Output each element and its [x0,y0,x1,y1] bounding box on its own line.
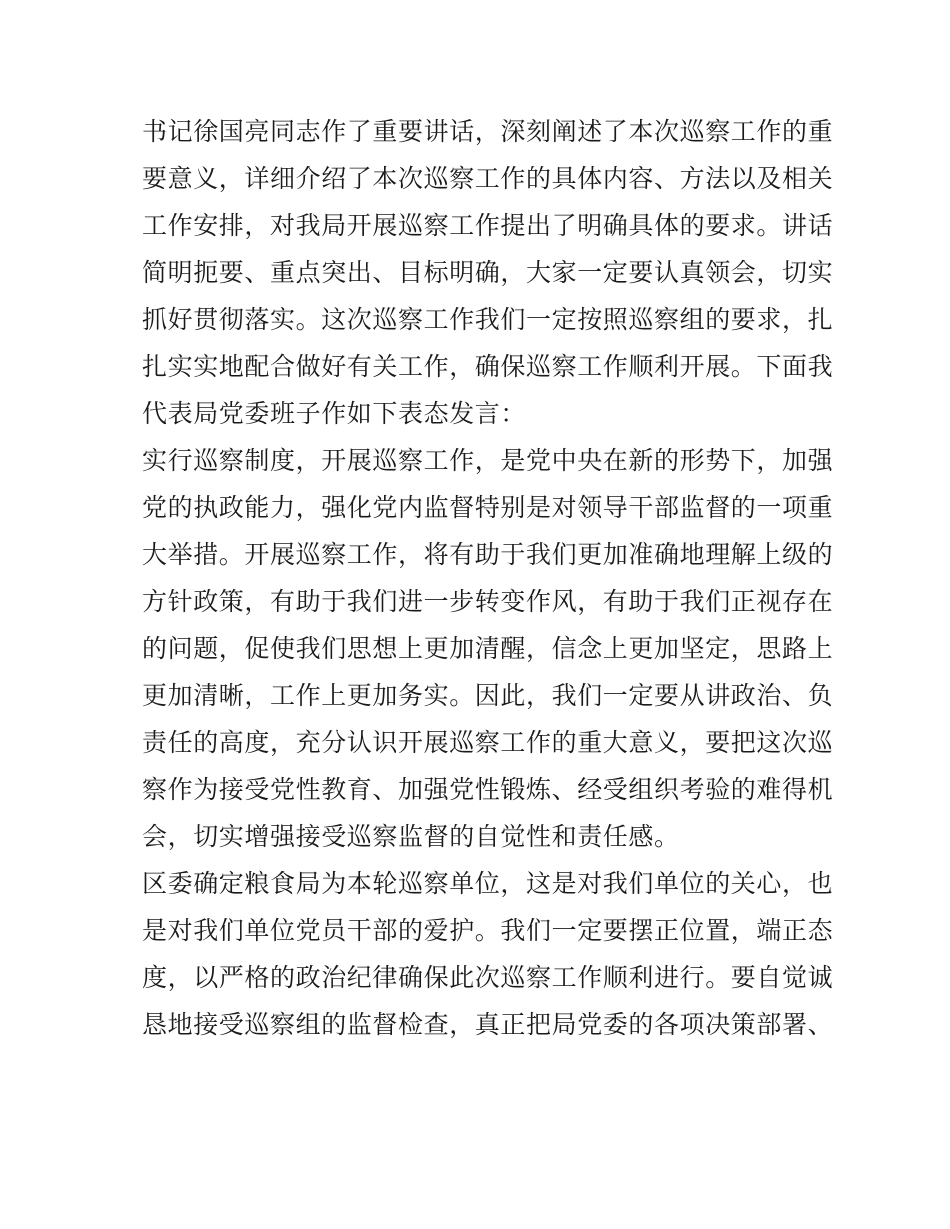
paragraph-line: 书记徐国亮同志作了重要讲话，深刻阐述了本次巡察工作的重 [142,117,834,146]
paragraph-line: 工作安排，对我局开展巡察工作提出了明确具体的要求。讲话 [142,211,834,240]
paragraph-line: 扎实实地配合做好有关工作，确保巡察工作顺利开展。下面我 [142,352,834,381]
paragraph-line: 更加清晰，工作上更加务实。因此，我们一定要从讲政治、负 [142,681,834,710]
paragraph-1 [142,108,834,437]
paragraph-line: 度，以严格的政治纪律确保此次巡察工作顺利进行。要自觉诚 [142,963,834,992]
paragraph-line: 区委确定粮食局为本轮巡察单位，这是对我们单位的关心，也 [142,869,834,898]
paragraph-line: 抓好贯彻落实。这次巡察工作我们一定按照巡察组的要求，扎 [142,305,834,334]
paragraph-line: 代表局党委班子作如下表态发言： [142,399,527,428]
paragraph-line: 方针政策，有助于我们进一步转变作风，有助于我们正视存在 [142,587,834,616]
paragraph-line: 的问题，促使我们思想上更加清醒，信念上更加坚定，思路上 [142,634,834,663]
paragraph-line: 恳地接受巡察组的监督检查，真正把局党委的各项决策部署、 [142,1010,834,1039]
paragraph-line: 大举措。开展巡察工作，将有助于我们更加准确地理解上级的 [142,540,834,569]
paragraph-line: 要意义，详细介绍了本次巡察工作的具体内容、方法以及相关 [142,164,834,193]
paragraph-line: 实行巡察制度，开展巡察工作，是党中央在新的形势下，加强 [142,446,834,475]
paragraph-line: 责任的高度，充分认识开展巡察工作的重大意义，要把这次巡 [142,728,834,757]
paragraph-2 [142,437,834,860]
paragraph-line: 简明扼要、重点突出、目标明确，大家一定要认真领会，切实 [142,258,834,287]
paragraph-line: 会，切实增强接受巡察监督的自觉性和责任感。 [142,822,680,851]
document-body [142,108,834,1048]
paragraph-line: 党的执政能力，强化党内监督特别是对领导干部监督的一项重 [142,493,834,522]
paragraph-3 [142,860,834,1048]
paragraph-line: 察作为接受党性教育、加强党性锻炼、经受组织考验的难得机 [142,775,834,804]
paragraph-line: 是对我们单位党员干部的爱护。我们一定要摆正位置，端正态 [142,916,834,945]
